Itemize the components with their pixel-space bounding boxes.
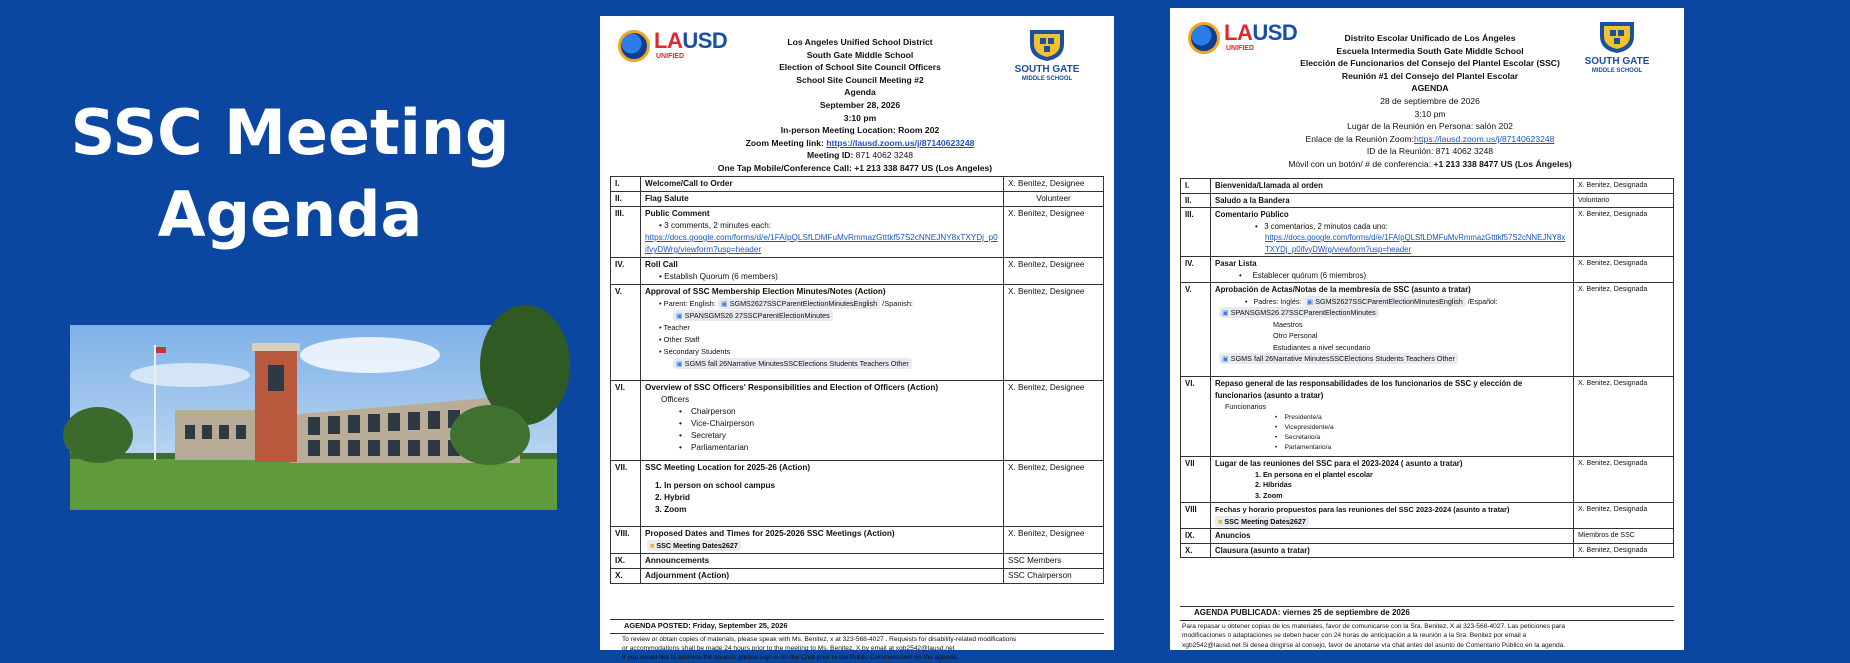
meeting-dates-chip[interactable]: ■ SSC Meeting Dates2627: [647, 540, 741, 551]
narrative-minutes-chip[interactable]: ▣ SGMS fall 26Narrative MinutesSSCElections Students Teachers Other: [673, 358, 912, 369]
agenda-document-spanish: [1170, 8, 1684, 650]
agenda-footer: AGENDA PUBLICADA: viernes 25 de septiembre de 2026 Para repasar u obtener copias de los materiales, favor de comunicarse con la Sra. Benitez, X al 323-568-4027. Las peticiones para modificaciones o adaptaciones se deben hacer con 24 horas de anticipación a la reunión a la Sra. Benitez por email a xgb2542@lausd.net Si desea dirigirse al consejo, favor de anotarse vía chat antes del asunto de Comentario Público en la agenda.: [1180, 606, 1674, 651]
table-row: III. Public Comment • 3 comments, 2 minutes each: https://docs.google.com/forms/d/e/1FAIpQLSfLDMFuMvRmmazGtttkf57S2cNNEJNY8xTXYDj_p0ifvyDWrg/viewform?usp=header X. Benitez, Designee: [611, 207, 1104, 258]
agenda-table: [1180, 178, 1674, 558]
south-gate-logo: SOUTH GATE MIDDLE SCHOOL: [1572, 18, 1662, 80]
banner-title: [40, 92, 540, 256]
school-photo: [70, 325, 557, 510]
table-row: V. Approval of SSC Membership Election Minutes/Notes (Action) • Parent: English: ▣ SGMS2627SSCParentElectionMinutesEnglish /Spanish: ▣ SPANSGMS26 27SSCParentElectionMinutes • Teacher • Other Staff • Secondary Students ▣ SGMS fall 26Narrative MinutesSSCElections Students Teachers Other X. Benitez, Designee: [611, 285, 1104, 381]
table-row: VI. Overview of SSC Officers' Responsibilities and Election of Officers (Action) Officers • Chairperson • Vice-Chairperson • Secretary • Parliamentarian X. Benitez, Designee: [611, 381, 1104, 461]
banner-title-line1: SSC Meeting: [70, 96, 510, 169]
table-row: VII Lugar de las reuniones del SSC para el 2023-2024 ( asunto a tratar) 1. En persona en el plantel escolar 2. Híbridas 3. Zoom X. Benitez, Designada: [1181, 457, 1674, 503]
banner-title-line2: Agenda: [157, 178, 423, 251]
table-row: VII. SSC Meeting Location for 2025-26 (Action) 1. In person on school campus 2. Hybrid 3. Zoom X. Benitez, Designee: [611, 461, 1104, 527]
lausd-logo: LAUSD UNIFIED: [1188, 20, 1308, 60]
table-row: V. Aprobación de Actas/Notas de la membresía de SSC (asunto a tratar) • Padres: Inglés: ▣ SGMS2627SSCParentElectionMinutesEnglish /Español: ▣ SPANSGMS26 27SSCParentElectionMinutes Maestros Otro Personal Estudiantes a nivel secundario ▣ SGMS fall 26Narrative MinutesSSCElections Students Teachers Other X. Benitez, Designada: [1181, 283, 1674, 377]
table-row: X. Clausura (asunto a tratar) X. Benitez, Designada: [1181, 543, 1674, 558]
agenda-header: Distrito Escolar Unificado de Los Ángeles Escuela Intermedia South Gate Middle School Elección de Funcionarios del Consejo del Plantel Escolar (SSC) Reunión #1 del Consejo del Plantel Escolar AGENDA 28 de septiembre de 2026 3:10 pm Lugar de la Reunión en Persona: salón 202 Enlace de la Reunión Zoom:https://lausd.zoom.us/j/87140623248 ID de la Reunión: 871 4062 3248 Móvil con un botón/ # de conferencia: +1 213 338 8477 US (Los Ángeles): [1288, 33, 1572, 169]
table-row: VI. Repaso general de las responsabilidades de los funcionarios de SSC y elección de funcionarios (asunto a tratar) Funcionarios • Presidente/a • Vicepresidente/a • Secretario/a • Parlamentario/a X. Benitez, Designada: [1181, 377, 1674, 457]
lausd-logo: LAUSD UNIFIED: [618, 28, 738, 68]
minutes-spanish-chip[interactable]: ▣ SPANSGMS26 27SSCParentElectionMinutes: [1219, 307, 1379, 318]
table-row: IX. Anuncios Miembros de SSC: [1181, 529, 1674, 544]
agenda-header: Los Angeles Unified School District South Gate Middle School Election of School Site Council Officers School Site Council Meeting #2 Agenda September 28, 2026 3:10 pm In-person Meeting Location: Room 202 Zoom Meeting link: https://lausd.zoom.us/j/87140623248 Meeting ID: 871 4062 3248 One Tap Mobile/Conference Call: +1 213 338 8477 US (Los Angeles): [717, 37, 993, 173]
meeting-dates-chip[interactable]: ■ SSC Meeting Dates2627: [1215, 516, 1309, 527]
agenda-document-english: [600, 16, 1114, 661]
minutes-english-chip[interactable]: ▣ SGMS2627SSCParentElectionMinutesEnglish: [718, 298, 880, 309]
table-row: III. Comentario Público • 3 comentarios, 2 minutos cada uno: https://docs.google.com/forms/d/e/1FAIpQLSfLDMFuMvRmmazGtttkf57S2cNNEJNY8xTXYDj_p0ifvyDWrg/viewform?usp=header X. Benitez, Designada: [1181, 208, 1674, 257]
table-row: IV. Pasar Lista • Establecer quórum (6 miembros) X. Benitez, Designada: [1181, 257, 1674, 283]
south-gate-logo: SOUTH GATE MIDDLE SCHOOL: [1002, 26, 1092, 88]
table-row: IX. Announcements SSC Members: [611, 554, 1104, 569]
public-comment-form-link[interactable]: https://docs.google.com/forms/d/e/1FAIpQLSfLDMFuMvRmmazGtttkf57S2cNNEJNY8xTXYDj_p0ifvyDWrg/viewform?usp=header: [1265, 233, 1566, 254]
minutes-spanish-chip[interactable]: ▣ SPANSGMS26 27SSCParentElectionMinutes: [673, 310, 833, 321]
crest-icon: [1596, 18, 1638, 54]
table-row: II. Flag Salute Volunteer: [611, 192, 1104, 207]
agenda-footer: AGENDA POSTED: Friday, September 25, 2026 To review or obtain copies of materials, please speak with Ms. Benitez, x at 323-568-4027 . Requests for disability-related modifications or accommodations shall be made 24 hours prior to the meeting to Ms. Benitez, X by email at xgb2542@lausd.net If you would like to address the council, please sign in on the Chat prior to the Public Comment item on the agenda.: [610, 619, 1104, 663]
table-row: X. Adjournment (Action) SSC Chairperson: [611, 569, 1104, 584]
table-row: VIII. Proposed Dates and Times for 2025-2026 SSC Meetings (Action) ■ SSC Meeting Dates2627 X. Benitez, Designee: [611, 527, 1104, 554]
zoom-link[interactable]: https://lausd.zoom.us/j/87140623248: [826, 137, 975, 148]
zoom-link[interactable]: https://lausd.zoom.us/j/87140623248: [1413, 133, 1555, 144]
minutes-english-chip[interactable]: ▣ SGMS2627SSCParentElectionMinutesEnglish: [1303, 296, 1465, 307]
public-comment-form-link[interactable]: https://docs.google.com/forms/d/e/1FAIpQLSfLDMFuMvRmmazGtttkf57S2cNNEJNY8xTXYDj_p0ifvyDWrg/viewform?usp=header: [645, 233, 998, 254]
table-row: I. Bienvenida/Llamada al orden X. Benitez, Designada: [1181, 179, 1674, 194]
table-row: VIII Fechas y horario propuestos para las reuniones del SSC 2023-2024 (asunto a tratar) ■ SSC Meeting Dates2627 X. Benitez, Designada: [1181, 503, 1674, 529]
crest-icon: [1026, 26, 1068, 62]
narrative-minutes-chip[interactable]: ▣ SGMS fall 26Narrative MinutesSSCElections Students Teachers Other: [1219, 353, 1458, 364]
table-row: I. Welcome/Call to Order X. Benitez, Designee: [611, 177, 1104, 192]
table-row: IV. Roll Call • Establish Quorum (6 members) X. Benitez, Designee: [611, 258, 1104, 285]
agenda-table: [610, 176, 1104, 584]
table-row: II. Saludo a la Bandera Voluntario: [1181, 193, 1674, 208]
